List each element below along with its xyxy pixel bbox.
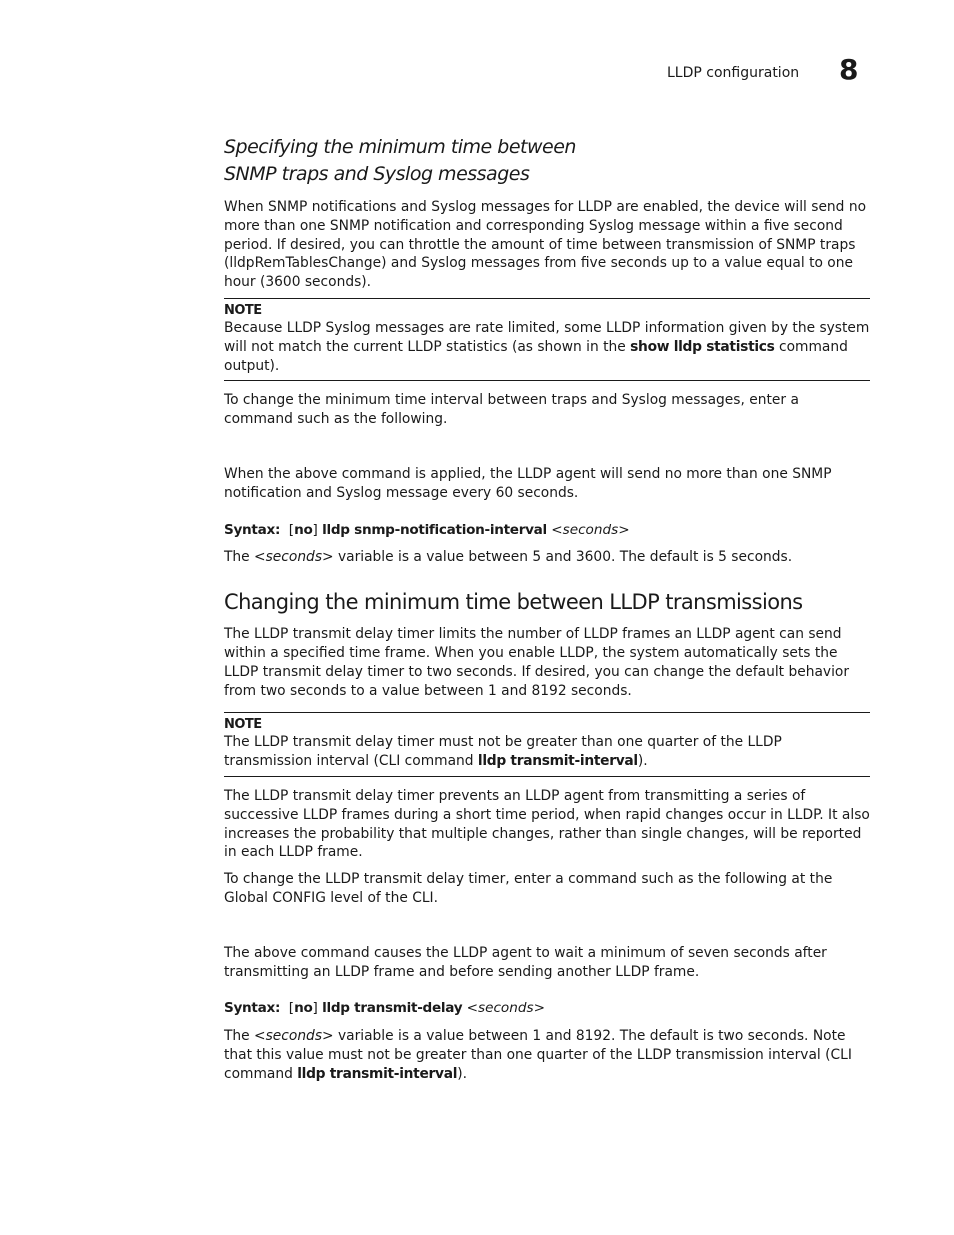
note-box <box>224 298 870 381</box>
note-text: The LLDP transmit delay timer must not be greater than one quarter of the LLDP transmission interval (CLI command lldp transmit-interval). <box>224 734 782 770</box>
command-reference: lldp transmit-interval <box>477 753 638 770</box>
paragraph: To change the minimum time interval between traps and Syslog messages, enter a command such as the following. <box>224 392 799 428</box>
note-box <box>224 712 870 777</box>
syntax-label: Syntax: <box>224 1000 281 1017</box>
paragraph: When the above command is applied, the LLDP agent will send no more than one SNMP notification and Syslog message every 60 seconds. <box>224 465 832 501</box>
header-chapter-number: 8 <box>839 53 859 86</box>
note-label: NOTE <box>224 717 262 733</box>
syntax-command: lldp snmp-notification-interval <box>322 521 547 538</box>
syntax-command: lldp transmit-delay <box>322 1000 463 1017</box>
paragraph: The LLDP transmit delay timer limits the number of LLDP frames an LLDP agent can send within a specified time frame. When you enable LLDP, the system automatically sets the LLDP transmit delay timer to two seconds. If desired, you can change the default behavior from two seconds to a value between 1 and 8192 seconds. <box>224 626 850 699</box>
paragraph: When SNMP notifications and Syslog messages for LLDP are enabled, the device will send no more than one SNMP notification and corresponding Syslog message within a five second period. If desired, you can throttle the amount of time between transmission of SNMP traps (lldpRemTablesChange) and Syslog messages from five seconds up to a value equal to one hour (3600 seconds). <box>224 199 867 291</box>
syntax-label: Syntax: <box>224 521 281 538</box>
command-reference: show lldp statistics <box>630 338 775 355</box>
syntax-line: Syntax: [no] lldp transmit-delay <seconds> <box>224 1000 545 1017</box>
syntax-argument: <seconds> <box>551 521 630 538</box>
command-reference: lldp transmit-interval <box>297 1065 458 1082</box>
subsection-heading-line1: Specifying the minimum time between <box>224 136 576 158</box>
paragraph: To change the LLDP transmit delay timer, enter a command such as the following at the Global CONFIG level of the CLI. <box>224 871 833 906</box>
paragraph: The <seconds> variable is a value between 5 and 3600. The default is 5 seconds. <box>224 549 793 566</box>
paragraph: The LLDP transmit delay timer prevents an LLDP agent from transmitting a series of successive LLDP frames during a short time period, when rapid changes occur in LLDP. It also increases the probability that multiple changes, rather than single changes, will be reported in each LLDP frame. <box>224 787 870 861</box>
header-section-title: LLDP configuration <box>667 65 800 81</box>
paragraph: The <seconds> variable is a value between 1 and 8192. The default is two seconds. Note that this value must not be greater than one quarter of the LLDP transmission interval (CLI command lldp transmit-interval). <box>224 1028 852 1082</box>
syntax-argument: <seconds> <box>466 1000 545 1017</box>
note-text: Because LLDP Syslog messages are rate limited, some LLDP information given by the system will not match the current LLDP statistics (as shown in the show lldp statistics command output). <box>224 319 870 374</box>
subsection-heading-line2: SNMP traps and Syslog messages <box>224 163 530 185</box>
section-heading: Changing the minimum time between LLDP transmissions <box>224 590 803 615</box>
subsection-heading <box>224 134 870 188</box>
paragraph: The above command causes the LLDP agent to wait a minimum of seven seconds after transmitting an LLDP frame and before sending another LLDP frame. <box>224 944 827 980</box>
page-body <box>224 134 870 1084</box>
syntax-line: Syntax: [no] lldp snmp-notification-interval <seconds> <box>224 521 630 538</box>
note-label: NOTE <box>224 302 262 318</box>
